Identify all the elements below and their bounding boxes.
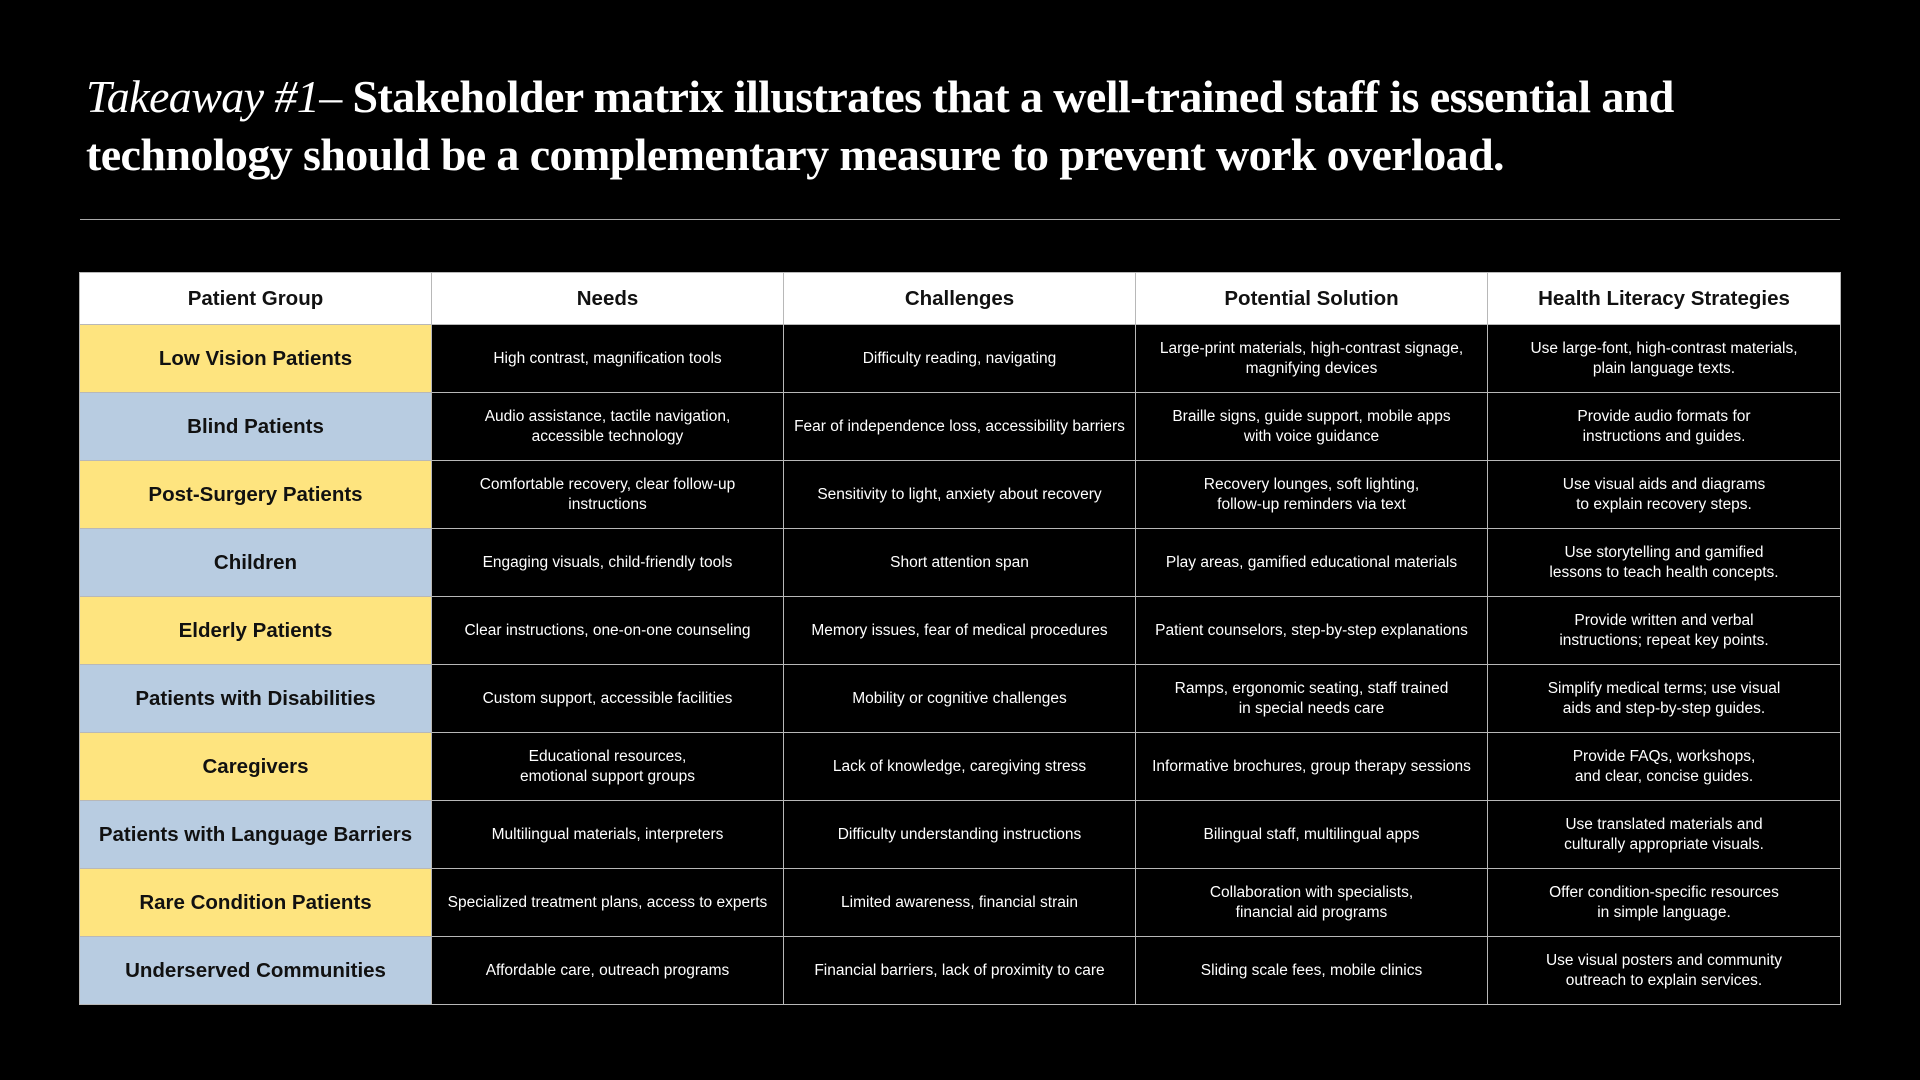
patient-group-cell: Blind Patients <box>80 393 432 461</box>
solution-cell: Sliding scale fees, mobile clinics <box>1136 937 1488 1005</box>
patient-group-cell: Children <box>80 529 432 597</box>
header-potential-solution: Potential Solution <box>1136 273 1488 325</box>
challenges-cell: Difficulty understanding instructions <box>784 801 1136 869</box>
solution-cell: Bilingual staff, multilingual apps <box>1136 801 1488 869</box>
solution-cell: Ramps, ergonomic seating, staff trained in special needs care <box>1136 665 1488 733</box>
patient-group-cell: Post-Surgery Patients <box>80 461 432 529</box>
slide-title <box>86 68 1846 184</box>
patient-group-cell: Caregivers <box>80 733 432 801</box>
needs-cell: Comfortable recovery, clear follow-up instructions <box>432 461 784 529</box>
strategies-cell: Offer condition-specific resources in simple language. <box>1488 869 1841 937</box>
table-row <box>80 801 1841 869</box>
strategies-cell: Use visual posters and community outreach to explain services. <box>1488 937 1841 1005</box>
needs-cell: Multilingual materials, interpreters <box>432 801 784 869</box>
title-main: Stakeholder matrix illustrates that a well-trained staff is essential and technology should be a complementary measure to prevent work overload. <box>86 71 1674 180</box>
strategies-cell: Provide written and verbal instructions; repeat key points. <box>1488 597 1841 665</box>
needs-cell: Affordable care, outreach programs <box>432 937 784 1005</box>
strategies-cell: Use visual aids and diagrams to explain recovery steps. <box>1488 461 1841 529</box>
challenges-cell: Limited awareness, financial strain <box>784 869 1136 937</box>
strategies-cell: Use translated materials and culturally appropriate visuals. <box>1488 801 1841 869</box>
challenges-cell: Memory issues, fear of medical procedures <box>784 597 1136 665</box>
table-row <box>80 665 1841 733</box>
title-prefix: Takeaway #1– <box>86 71 342 122</box>
needs-cell: Engaging visuals, child-friendly tools <box>432 529 784 597</box>
needs-cell: High contrast, magnification tools <box>432 325 784 393</box>
table-row <box>80 597 1841 665</box>
table-row <box>80 393 1841 461</box>
table-header-row <box>80 273 1841 325</box>
needs-cell: Specialized treatment plans, access to experts <box>432 869 784 937</box>
stakeholder-matrix-table <box>79 272 1841 1005</box>
patient-group-cell: Low Vision Patients <box>80 325 432 393</box>
solution-cell: Play areas, gamified educational materials <box>1136 529 1488 597</box>
needs-cell: Custom support, accessible facilities <box>432 665 784 733</box>
title-divider <box>80 219 1840 220</box>
header-patient-group: Patient Group <box>80 273 432 325</box>
solution-cell: Collaboration with specialists, financial aid programs <box>1136 869 1488 937</box>
challenges-cell: Financial barriers, lack of proximity to care <box>784 937 1136 1005</box>
header-health-literacy-strategies: Health Literacy Strategies <box>1488 273 1841 325</box>
solution-cell: Patient counselors, step-by-step explanations <box>1136 597 1488 665</box>
patient-group-cell: Patients with Language Barriers <box>80 801 432 869</box>
challenges-cell: Lack of knowledge, caregiving stress <box>784 733 1136 801</box>
strategies-cell: Use large-font, high-contrast materials, plain language texts. <box>1488 325 1841 393</box>
solution-cell: Recovery lounges, soft lighting, follow-up reminders via text <box>1136 461 1488 529</box>
table-row <box>80 937 1841 1005</box>
table-row <box>80 325 1841 393</box>
patient-group-cell: Elderly Patients <box>80 597 432 665</box>
solution-cell: Braille signs, guide support, mobile apps with voice guidance <box>1136 393 1488 461</box>
challenges-cell: Sensitivity to light, anxiety about recovery <box>784 461 1136 529</box>
challenges-cell: Fear of independence loss, accessibility barriers <box>784 393 1136 461</box>
challenges-cell: Short attention span <box>784 529 1136 597</box>
patient-group-cell: Underserved Communities <box>80 937 432 1005</box>
needs-cell: Clear instructions, one-on-one counseling <box>432 597 784 665</box>
solution-cell: Informative brochures, group therapy sessions <box>1136 733 1488 801</box>
needs-cell: Audio assistance, tactile navigation, accessible technology <box>432 393 784 461</box>
table-row <box>80 461 1841 529</box>
strategies-cell: Provide FAQs, workshops, and clear, concise guides. <box>1488 733 1841 801</box>
header-needs: Needs <box>432 273 784 325</box>
strategies-cell: Simplify medical terms; use visual aids and step-by-step guides. <box>1488 665 1841 733</box>
table-row <box>80 869 1841 937</box>
patient-group-cell: Patients with Disabilities <box>80 665 432 733</box>
challenges-cell: Difficulty reading, navigating <box>784 325 1136 393</box>
needs-cell: Educational resources, emotional support groups <box>432 733 784 801</box>
table-row <box>80 529 1841 597</box>
patient-group-cell: Rare Condition Patients <box>80 869 432 937</box>
strategies-cell: Use storytelling and gamified lessons to teach health concepts. <box>1488 529 1841 597</box>
header-challenges: Challenges <box>784 273 1136 325</box>
challenges-cell: Mobility or cognitive challenges <box>784 665 1136 733</box>
strategies-cell: Provide audio formats for instructions and guides. <box>1488 393 1841 461</box>
table-row <box>80 733 1841 801</box>
solution-cell: Large-print materials, high-contrast signage, magnifying devices <box>1136 325 1488 393</box>
